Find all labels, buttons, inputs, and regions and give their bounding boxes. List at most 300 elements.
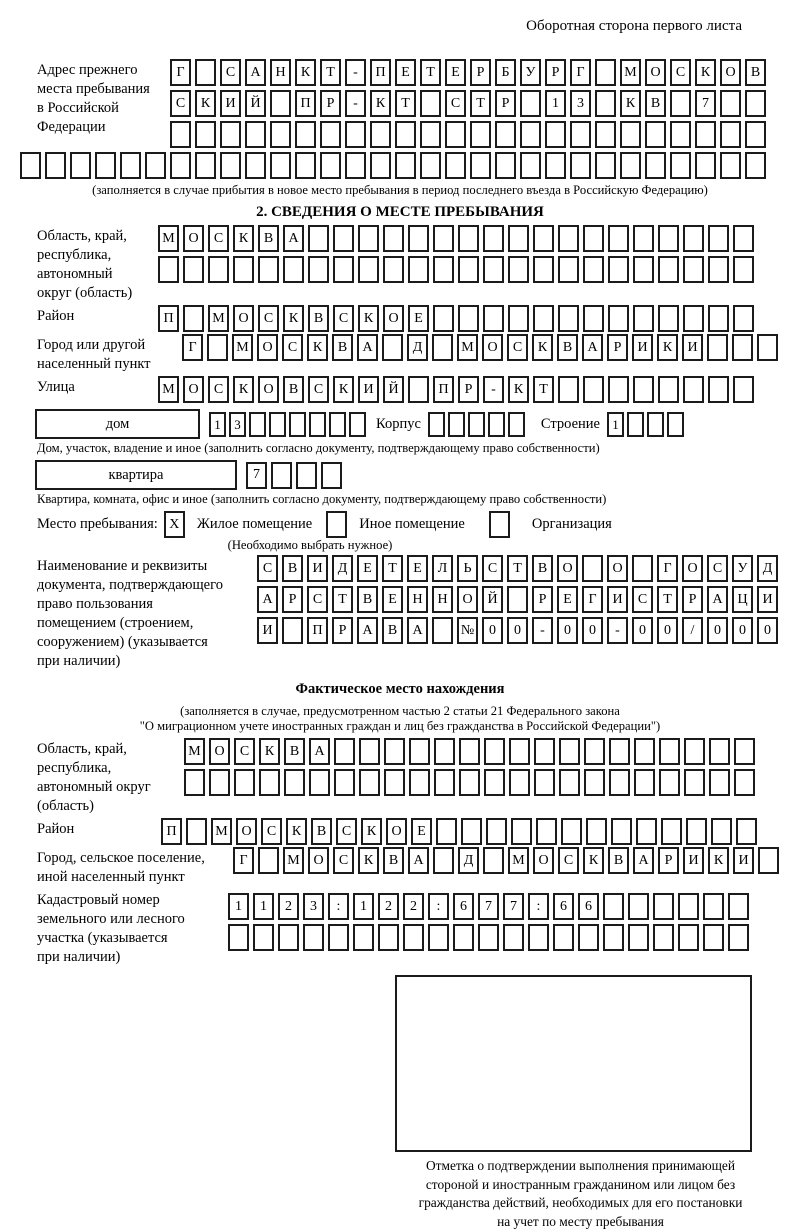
char-cell[interactable]: 7 [695, 90, 716, 117]
char-cell[interactable] [534, 769, 555, 796]
char-cell[interactable]: 3 [229, 412, 246, 437]
char-cell[interactable]: О [233, 305, 254, 332]
char-cell[interactable] [186, 818, 207, 845]
char-cell[interactable]: Н [432, 586, 453, 613]
char-cell[interactable]: П [295, 90, 316, 117]
char-cell[interactable]: Н [407, 586, 428, 613]
char-cell[interactable]: 6 [553, 893, 574, 920]
char-cell[interactable]: С [220, 59, 241, 86]
char-cell[interactable] [508, 256, 529, 283]
char-cell[interactable]: Б [495, 59, 516, 86]
char-cell[interactable]: - [345, 59, 366, 86]
char-cell[interactable] [432, 334, 453, 361]
char-cell[interactable] [420, 121, 441, 148]
char-cell[interactable] [561, 818, 582, 845]
char-cell[interactable]: А [633, 847, 654, 874]
char-cell[interactable] [683, 376, 704, 403]
char-cell[interactable] [320, 121, 341, 148]
char-cell[interactable]: А [408, 847, 429, 874]
char-cell[interactable] [321, 462, 342, 489]
char-cell[interactable] [584, 769, 605, 796]
char-cell[interactable] [195, 121, 216, 148]
char-cell[interactable]: М [508, 847, 529, 874]
char-cell[interactable]: - [345, 90, 366, 117]
char-cell[interactable]: О [645, 59, 666, 86]
char-cell[interactable]: О [607, 555, 628, 582]
char-cell[interactable] [233, 256, 254, 283]
char-cell[interactable] [258, 256, 279, 283]
char-cell[interactable] [428, 412, 445, 437]
char-cell[interactable] [608, 305, 629, 332]
char-cell[interactable]: А [245, 59, 266, 86]
char-cell[interactable]: Е [408, 305, 429, 332]
char-cell[interactable] [732, 334, 753, 361]
char-cell[interactable]: А [707, 586, 728, 613]
char-cell[interactable] [559, 769, 580, 796]
char-cell[interactable] [658, 305, 679, 332]
char-cell[interactable] [170, 152, 191, 179]
char-cell[interactable] [620, 152, 641, 179]
char-cell[interactable] [309, 412, 326, 437]
char-cell[interactable]: 6 [453, 893, 474, 920]
char-cell[interactable] [220, 152, 241, 179]
char-cell[interactable] [333, 256, 354, 283]
char-cell[interactable] [533, 225, 554, 252]
char-cell[interactable] [708, 225, 729, 252]
char-cell[interactable] [283, 256, 304, 283]
char-cell[interactable]: Р [495, 90, 516, 117]
char-cell[interactable] [582, 555, 603, 582]
char-cell[interactable]: И [683, 847, 704, 874]
char-cell[interactable] [633, 305, 654, 332]
char-cell[interactable] [658, 225, 679, 252]
char-cell[interactable] [586, 818, 607, 845]
char-cell[interactable] [553, 924, 574, 951]
char-cell[interactable] [483, 305, 504, 332]
char-cell[interactable] [378, 924, 399, 951]
char-cell[interactable]: С [333, 305, 354, 332]
char-cell[interactable] [559, 738, 580, 765]
char-cell[interactable]: О [533, 847, 554, 874]
char-cell[interactable]: С [257, 555, 278, 582]
char-cell[interactable]: В [557, 334, 578, 361]
char-cell[interactable] [733, 305, 754, 332]
char-cell[interactable]: Г [170, 59, 191, 86]
char-cell[interactable]: Т [533, 376, 554, 403]
char-cell[interactable]: Г [657, 555, 678, 582]
char-cell[interactable] [603, 924, 624, 951]
char-cell[interactable] [508, 305, 529, 332]
char-cell[interactable]: О [183, 376, 204, 403]
char-cell[interactable] [403, 924, 424, 951]
char-cell[interactable] [736, 818, 757, 845]
char-cell[interactable]: Т [382, 555, 403, 582]
char-cell[interactable] [245, 152, 266, 179]
char-cell[interactable] [184, 769, 205, 796]
char-cell[interactable]: О [557, 555, 578, 582]
char-cell[interactable] [534, 738, 555, 765]
checkbox-inoe[interactable] [326, 511, 347, 538]
char-cell[interactable] [483, 847, 504, 874]
char-cell[interactable]: К [620, 90, 641, 117]
char-cell[interactable] [195, 59, 216, 86]
char-cell[interactable] [170, 121, 191, 148]
char-cell[interactable]: В [332, 334, 353, 361]
char-cell[interactable] [259, 769, 280, 796]
char-cell[interactable]: О [482, 334, 503, 361]
char-cell[interactable]: П [370, 59, 391, 86]
char-cell[interactable] [120, 152, 141, 179]
char-cell[interactable]: Й [383, 376, 404, 403]
char-cell[interactable]: Д [407, 334, 428, 361]
char-cell[interactable] [584, 738, 605, 765]
char-cell[interactable]: С [208, 376, 229, 403]
char-cell[interactable]: М [184, 738, 205, 765]
char-cell[interactable] [458, 225, 479, 252]
char-cell[interactable] [509, 738, 530, 765]
char-cell[interactable] [708, 305, 729, 332]
char-cell[interactable] [653, 924, 674, 951]
char-cell[interactable]: С [707, 555, 728, 582]
char-cell[interactable]: О [457, 586, 478, 613]
char-cell[interactable] [282, 617, 303, 644]
char-cell[interactable]: 1 [228, 893, 249, 920]
char-cell[interactable]: 0 [557, 617, 578, 644]
char-cell[interactable] [608, 225, 629, 252]
char-cell[interactable] [249, 412, 266, 437]
char-cell[interactable] [359, 738, 380, 765]
char-cell[interactable]: Е [395, 59, 416, 86]
char-cell[interactable]: С [670, 59, 691, 86]
char-cell[interactable] [684, 738, 705, 765]
char-cell[interactable]: Й [245, 90, 266, 117]
char-cell[interactable] [459, 738, 480, 765]
char-cell[interactable]: Г [570, 59, 591, 86]
char-cell[interactable]: П [161, 818, 182, 845]
char-cell[interactable] [667, 412, 684, 437]
char-cell[interactable]: И [682, 334, 703, 361]
char-cell[interactable]: Т [470, 90, 491, 117]
char-cell[interactable] [558, 225, 579, 252]
char-cell[interactable] [658, 376, 679, 403]
char-cell[interactable] [745, 121, 766, 148]
char-cell[interactable] [459, 769, 480, 796]
char-cell[interactable] [503, 924, 524, 951]
char-cell[interactable] [520, 121, 541, 148]
char-cell[interactable] [349, 412, 366, 437]
char-cell[interactable] [686, 818, 707, 845]
char-cell[interactable] [633, 225, 654, 252]
char-cell[interactable]: К [333, 376, 354, 403]
char-cell[interactable]: К [708, 847, 729, 874]
char-cell[interactable]: С [308, 376, 329, 403]
char-cell[interactable] [583, 305, 604, 332]
char-cell[interactable] [409, 769, 430, 796]
char-cell[interactable] [45, 152, 66, 179]
char-cell[interactable] [734, 769, 755, 796]
char-cell[interactable] [707, 334, 728, 361]
char-cell[interactable]: Р [470, 59, 491, 86]
char-cell[interactable] [733, 256, 754, 283]
char-cell[interactable] [228, 924, 249, 951]
char-cell[interactable]: 0 [757, 617, 778, 644]
char-cell[interactable]: К [695, 59, 716, 86]
char-cell[interactable]: С [282, 334, 303, 361]
char-cell[interactable] [345, 152, 366, 179]
char-cell[interactable]: О [682, 555, 703, 582]
char-cell[interactable]: К [370, 90, 391, 117]
char-cell[interactable] [495, 121, 516, 148]
char-cell[interactable] [608, 376, 629, 403]
char-cell[interactable]: О [258, 376, 279, 403]
char-cell[interactable] [684, 769, 705, 796]
char-cell[interactable] [661, 818, 682, 845]
char-cell[interactable] [570, 152, 591, 179]
char-cell[interactable] [595, 121, 616, 148]
char-cell[interactable] [270, 90, 291, 117]
char-cell[interactable]: К [259, 738, 280, 765]
char-cell[interactable]: : [328, 893, 349, 920]
char-cell[interactable] [627, 412, 644, 437]
char-cell[interactable]: С [445, 90, 466, 117]
char-cell[interactable]: 7 [503, 893, 524, 920]
char-cell[interactable] [383, 225, 404, 252]
char-cell[interactable] [433, 256, 454, 283]
char-cell[interactable] [647, 412, 664, 437]
char-cell[interactable] [558, 305, 579, 332]
char-cell[interactable] [308, 256, 329, 283]
char-cell[interactable]: А [582, 334, 603, 361]
char-cell[interactable] [683, 305, 704, 332]
char-cell[interactable] [628, 893, 649, 920]
char-cell[interactable] [370, 152, 391, 179]
char-cell[interactable]: К [283, 305, 304, 332]
char-cell[interactable] [709, 738, 730, 765]
char-cell[interactable] [468, 412, 485, 437]
char-cell[interactable] [558, 256, 579, 283]
char-cell[interactable]: - [532, 617, 553, 644]
char-cell[interactable] [270, 121, 291, 148]
char-cell[interactable] [709, 769, 730, 796]
char-cell[interactable] [209, 769, 230, 796]
char-cell[interactable] [220, 121, 241, 148]
char-cell[interactable] [333, 225, 354, 252]
char-cell[interactable] [683, 225, 704, 252]
char-cell[interactable] [328, 924, 349, 951]
char-cell[interactable]: С [261, 818, 282, 845]
char-cell[interactable]: Е [382, 586, 403, 613]
char-cell[interactable]: К [361, 818, 382, 845]
char-cell[interactable] [720, 152, 741, 179]
char-cell[interactable]: Р [532, 586, 553, 613]
char-cell[interactable] [595, 59, 616, 86]
char-cell[interactable] [434, 769, 455, 796]
char-cell[interactable]: 0 [657, 617, 678, 644]
char-cell[interactable] [470, 152, 491, 179]
char-cell[interactable]: А [309, 738, 330, 765]
char-cell[interactable] [733, 225, 754, 252]
char-cell[interactable]: 7 [478, 893, 499, 920]
char-cell[interactable]: В [283, 376, 304, 403]
char-cell[interactable]: С [208, 225, 229, 252]
char-cell[interactable]: С [333, 847, 354, 874]
char-cell[interactable]: В [745, 59, 766, 86]
char-cell[interactable] [495, 152, 516, 179]
char-cell[interactable] [358, 225, 379, 252]
char-cell[interactable]: М [158, 376, 179, 403]
char-cell[interactable] [570, 121, 591, 148]
char-cell[interactable]: У [520, 59, 541, 86]
char-cell[interactable] [708, 256, 729, 283]
char-cell[interactable] [420, 90, 441, 117]
char-cell[interactable] [488, 412, 505, 437]
char-cell[interactable]: В [308, 305, 329, 332]
char-cell[interactable] [545, 121, 566, 148]
char-cell[interactable] [608, 256, 629, 283]
char-cell[interactable]: 7 [246, 462, 267, 489]
char-cell[interactable]: И [220, 90, 241, 117]
char-cell[interactable]: В [282, 555, 303, 582]
char-cell[interactable] [370, 121, 391, 148]
char-cell[interactable] [253, 924, 274, 951]
char-cell[interactable]: : [428, 893, 449, 920]
char-cell[interactable] [511, 818, 532, 845]
char-cell[interactable] [207, 334, 228, 361]
char-cell[interactable] [408, 376, 429, 403]
char-cell[interactable]: В [311, 818, 332, 845]
char-cell[interactable] [703, 924, 724, 951]
char-cell[interactable] [520, 152, 541, 179]
char-cell[interactable] [461, 818, 482, 845]
char-cell[interactable] [409, 738, 430, 765]
char-cell[interactable] [670, 121, 691, 148]
char-cell[interactable] [509, 769, 530, 796]
char-cell[interactable]: М [232, 334, 253, 361]
char-cell[interactable] [384, 769, 405, 796]
char-cell[interactable]: М [158, 225, 179, 252]
char-cell[interactable]: 0 [732, 617, 753, 644]
char-cell[interactable]: О [183, 225, 204, 252]
char-cell[interactable]: В [645, 90, 666, 117]
checkbox-zhiloe[interactable]: X [164, 511, 185, 538]
char-cell[interactable] [578, 924, 599, 951]
char-cell[interactable] [309, 769, 330, 796]
char-cell[interactable]: 2 [403, 893, 424, 920]
char-cell[interactable] [234, 769, 255, 796]
char-cell[interactable]: К [295, 59, 316, 86]
char-cell[interactable] [653, 893, 674, 920]
char-cell[interactable]: Т [395, 90, 416, 117]
char-cell[interactable] [507, 586, 528, 613]
char-cell[interactable] [528, 924, 549, 951]
char-cell[interactable]: Г [582, 586, 603, 613]
char-cell[interactable]: С [234, 738, 255, 765]
char-cell[interactable]: К [307, 334, 328, 361]
char-cell[interactable] [720, 121, 741, 148]
char-cell[interactable] [269, 412, 286, 437]
char-cell[interactable]: И [307, 555, 328, 582]
char-cell[interactable] [258, 847, 279, 874]
char-cell[interactable] [470, 121, 491, 148]
char-cell[interactable] [728, 893, 749, 920]
char-cell[interactable] [245, 121, 266, 148]
char-cell[interactable] [271, 462, 292, 489]
char-cell[interactable] [458, 305, 479, 332]
char-cell[interactable] [645, 152, 666, 179]
char-cell[interactable] [745, 90, 766, 117]
char-cell[interactable]: А [357, 617, 378, 644]
char-cell[interactable]: С [258, 305, 279, 332]
char-cell[interactable]: Р [458, 376, 479, 403]
char-cell[interactable]: О [209, 738, 230, 765]
char-cell[interactable] [384, 738, 405, 765]
char-cell[interactable]: Р [332, 617, 353, 644]
char-cell[interactable] [308, 225, 329, 252]
char-cell[interactable]: К [532, 334, 553, 361]
char-cell[interactable] [609, 769, 630, 796]
char-cell[interactable] [659, 769, 680, 796]
checkbox-org[interactable] [489, 511, 510, 538]
char-cell[interactable]: У [732, 555, 753, 582]
char-cell[interactable]: М [283, 847, 304, 874]
char-cell[interactable]: Р [658, 847, 679, 874]
char-cell[interactable]: - [607, 617, 628, 644]
char-cell[interactable]: В [608, 847, 629, 874]
char-cell[interactable]: С [558, 847, 579, 874]
char-cell[interactable]: О [257, 334, 278, 361]
char-cell[interactable] [358, 256, 379, 283]
char-cell[interactable]: П [433, 376, 454, 403]
char-cell[interactable] [183, 256, 204, 283]
char-cell[interactable]: 6 [578, 893, 599, 920]
char-cell[interactable]: С [170, 90, 191, 117]
char-cell[interactable] [583, 256, 604, 283]
char-cell[interactable] [458, 256, 479, 283]
char-cell[interactable] [695, 152, 716, 179]
char-cell[interactable] [583, 225, 604, 252]
char-cell[interactable]: 2 [278, 893, 299, 920]
char-cell[interactable] [486, 818, 507, 845]
char-cell[interactable] [711, 818, 732, 845]
char-cell[interactable] [382, 334, 403, 361]
char-cell[interactable] [734, 738, 755, 765]
char-cell[interactable] [420, 152, 441, 179]
char-cell[interactable] [183, 305, 204, 332]
char-cell[interactable]: И [607, 586, 628, 613]
char-cell[interactable] [484, 769, 505, 796]
char-cell[interactable] [145, 152, 166, 179]
char-cell[interactable]: С [507, 334, 528, 361]
char-cell[interactable] [70, 152, 91, 179]
char-cell[interactable]: № [457, 617, 478, 644]
char-cell[interactable]: Т [320, 59, 341, 86]
char-cell[interactable] [483, 225, 504, 252]
char-cell[interactable] [395, 121, 416, 148]
char-cell[interactable] [433, 225, 454, 252]
char-cell[interactable] [320, 152, 341, 179]
char-cell[interactable]: К [508, 376, 529, 403]
char-cell[interactable] [508, 225, 529, 252]
char-cell[interactable]: - [483, 376, 504, 403]
char-cell[interactable]: К [233, 376, 254, 403]
char-cell[interactable] [678, 924, 699, 951]
char-cell[interactable]: И [358, 376, 379, 403]
char-cell[interactable]: М [211, 818, 232, 845]
char-cell[interactable]: 0 [707, 617, 728, 644]
char-cell[interactable]: К [358, 305, 379, 332]
char-cell[interactable]: Е [557, 586, 578, 613]
char-cell[interactable] [728, 924, 749, 951]
